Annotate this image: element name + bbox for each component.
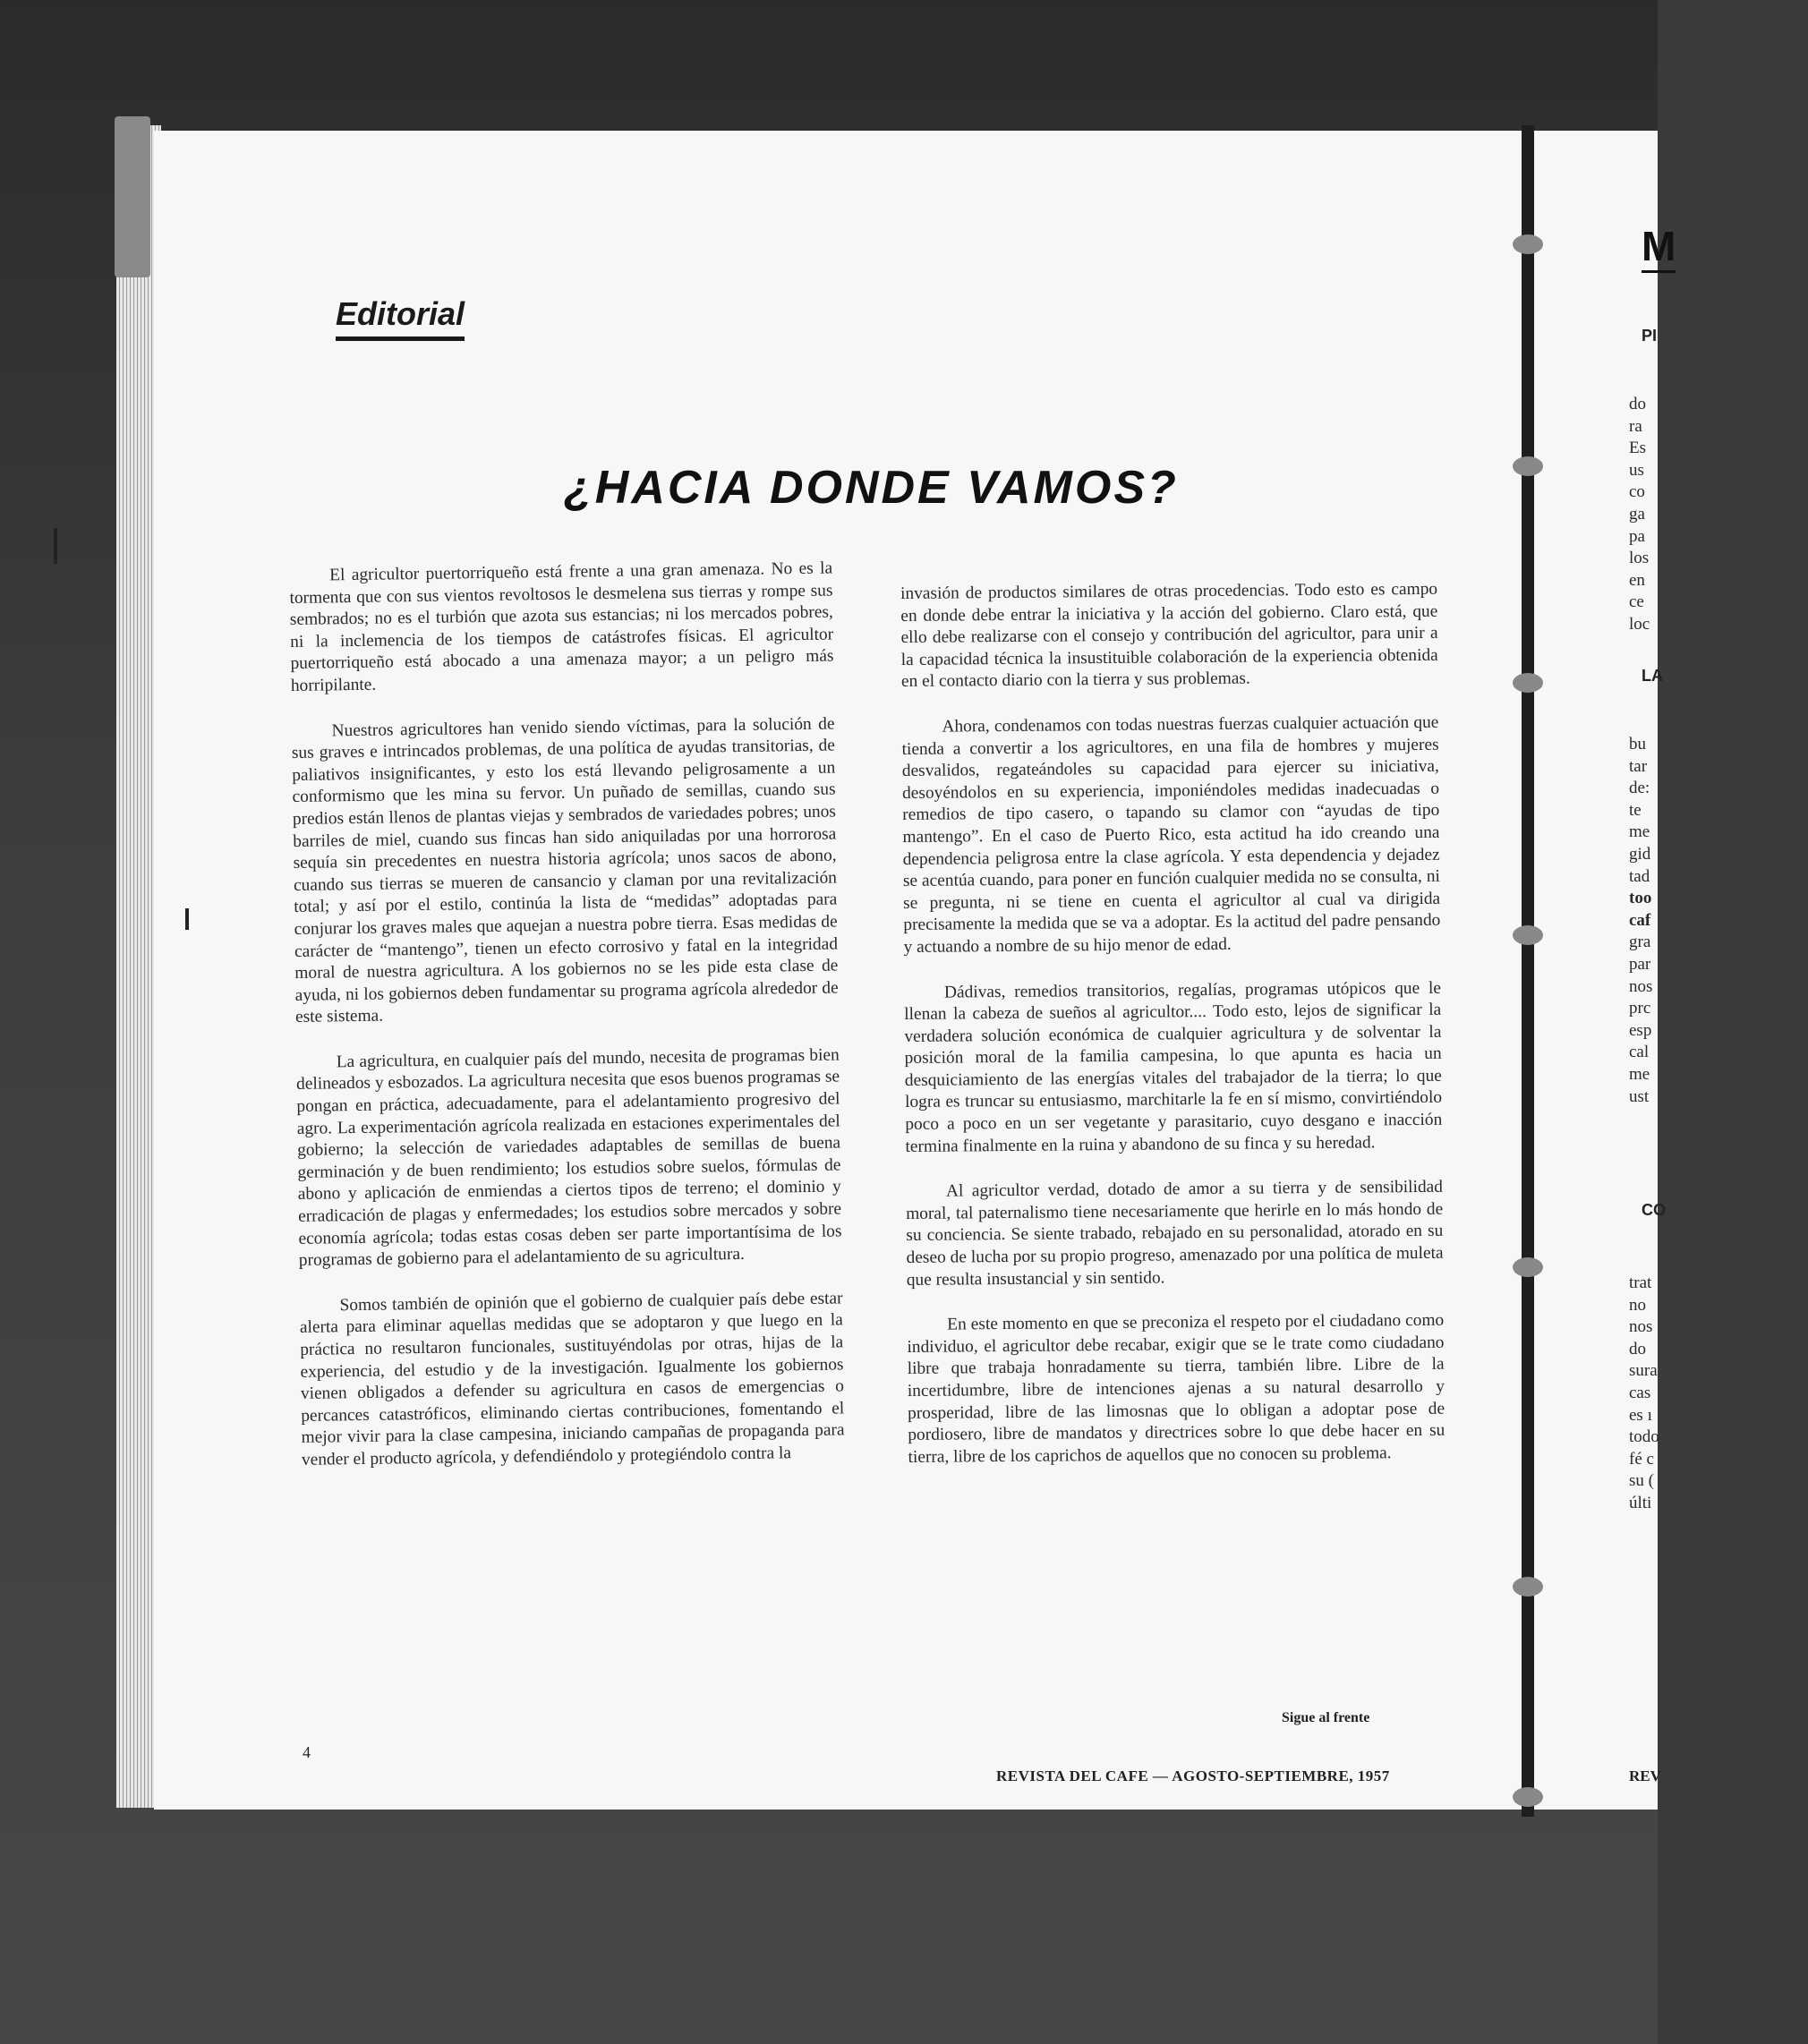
- paragraph: Al agricultor verdad, dotado de amor a su tierra y de sensibilidad moral, tal paternalismo tiene necesariamente que herirle en lo más hondo de su conciencia. Se siente trabado, rebajado en su personalidad, atorado en su deseo de lucha por su propio progreso, amenazado por una política de muleta que resulta insustancial y sin sentido.: [906, 1177, 1444, 1290]
- line-fragment: su (: [1629, 1471, 1654, 1491]
- line-fragment: últi: [1629, 1493, 1652, 1512]
- line-fragment: esp: [1629, 1020, 1652, 1040]
- margin-mark: [185, 908, 189, 930]
- binder-ring: [1513, 1787, 1543, 1807]
- line-fragment: me: [1629, 1064, 1650, 1084]
- headline: ¿HACIA DONDE VAMOS?: [564, 462, 1179, 514]
- left-text-column: [289, 558, 845, 1495]
- right-page-heading: CO: [1642, 1201, 1666, 1219]
- line-fragment: en: [1629, 570, 1645, 590]
- line-fragment: us: [1629, 460, 1644, 480]
- right-page-lines: [1629, 734, 1808, 1108]
- line-fragment: los: [1629, 549, 1650, 568]
- binder-ring: [1513, 1577, 1543, 1597]
- line-fragment: me: [1629, 822, 1650, 842]
- line-fragment: ga: [1629, 504, 1645, 524]
- paragraph: Dádivas, remedios transitorios, regalías, programas utópicos que le llenan la cabeza de sueños al agricultor.... Todo esto, lejos de significar la verdadera solución económica de cualquier agricultura y de solventar la posición moral de la familia campesina, lo que apunta es hacia un desquiciamiento de las energías vitales del trabajador de la tierra; lo que logra es truncar su entusiasmo, marchitarle la fe en sí mismo, convirtiéndolo poco a poco en un ser vegetante y parasitario, cuyo desgano e inacción termina finalmente en la ruina y abandono de su finca y su heredad.: [904, 978, 1443, 1156]
- line-fragment: trat: [1629, 1273, 1652, 1292]
- line-fragment: pa: [1629, 526, 1645, 546]
- binder-ring: [1513, 1257, 1543, 1277]
- binder-ring: [1513, 925, 1543, 945]
- line-fragment: sura: [1629, 1361, 1658, 1381]
- right-page-lines: [1629, 394, 1808, 636]
- line-fragment: no: [1629, 1295, 1646, 1315]
- line-fragment: nos: [1629, 976, 1653, 996]
- line-fragment: co: [1629, 482, 1645, 502]
- line-fragment: tar: [1629, 756, 1648, 776]
- line-fragment: tad: [1629, 866, 1650, 886]
- right-page-heading: PI: [1642, 327, 1658, 345]
- paragraph: Somos también de opinión que el gobierno de cualquier país debe estar alerta para eliminar aquellas medidas que se adoptaron y que luego en la práctica no resultaron funcionales, sustituyéndolas por otras, hijas de la experiencia, del estudio y de la investigación. Igualmente los gobiernos vienen obligados a defender su agricultura en casos de emergencias o percances catastróficos, eliminando ciertas contribuciones, fomentando el mejor vivir para la clase campesina, iniciando campañas de propaganda para vender el producto agrícola, y defendiéndolo y protegiéndolo contra la: [299, 1289, 845, 1469]
- binder-ring: [1513, 456, 1543, 476]
- paragraph: La agricultura, en cualquier país del mundo, necesita de programas bien delineados y esbozados. La agricultura necesita que esos buenos programas se pongan en práctica, adecuadamente, para el adelantamiento progresivo del agro. La experimentación agrícola realizada en estaciones experimentales del gobierno; la selección de variedades adaptables de semillas de buena germinación y de buen rendimiento; los estudios sobre suelos, fórmulas de abono y aplicación de enmiendas a ciertos tipos de terreno; el dominio y erradicación de plagas y enfermedades; los estudios sobre mercados y sobre economía agrícola; todas estas cosas deben ser parte importantísima de los programas de gobierno para el adelantamiento de su agricultura.: [295, 1045, 842, 1271]
- page-number: 4: [303, 1743, 311, 1761]
- line-fragment: Es: [1629, 439, 1646, 458]
- margin-mark: [54, 528, 57, 564]
- continued-note: Sigue al frente: [1282, 1710, 1370, 1725]
- line-fragment: fé c: [1629, 1449, 1654, 1469]
- right-page-title-fragment: M: [1642, 222, 1676, 273]
- paragraph: En este momento en que se preconiza el respeto por el ciudadano como individuo, el agricultor debe recabar, exigir que se le trate como ciudadano libre que trabaja honradamente su tierra, también libre. Libre de la incertidumbre, libre de intenciones ajenas a su natural desarrollo y prosperidad, libre de las limosnas que lo obligan a adoptar pose de pordiosero, libre de mandatos y directrices sobre lo que debe hacer en su tierra, libre de los caprichos de aquellos que no conocen su problema.: [907, 1310, 1446, 1467]
- right-page-heading: LA: [1642, 667, 1663, 685]
- line-fragment: cal: [1629, 1043, 1650, 1062]
- line-fragment: too: [1629, 889, 1652, 908]
- line-fragment: es ı: [1629, 1405, 1652, 1425]
- line-fragment: prc: [1629, 999, 1651, 1018]
- right-text-column: [900, 579, 1446, 1493]
- right-page-lines: [1629, 1273, 1808, 1515]
- line-fragment: cas: [1629, 1383, 1651, 1402]
- line-fragment: par: [1629, 954, 1651, 974]
- section-label: Editorial: [336, 295, 465, 341]
- paragraph: Nuestros agricultores han venido siendo víctimas, para la solución de sus graves e intrincados problemas, de una política de ayudas transitorias, de paliativos insignificantes, y esto los está llevando peligrosamente a un conformismo que les mina su fervor. Un puñado de semillas, cuando sus predios están llenos de plantas viejas y sembrados de variedades pobres; unos barriles de miel, cuando sus fincas han sido aniquiladas por una horrorosa sequía sin precedentes en nuestra historia agrícola; unos sacos de abono, cuando sus tierras se mueren de cansancio y claman por una revitalización total; y así por el estilo, continúa la lista de “medidas” adoptadas para conjurar los graves males que aquejan a nuestra pobre tierra. Esas medidas de carácter de “mantengo”, tienen un efecto corrosivo y fatal en la integridad moral de nuestra agricultura. A los gobiernos no se les pide esta clase de ayuda, ni los gobiernos deben fundamentar su programa agrícola alrededor de este sistema.: [291, 714, 839, 1027]
- right-page-footer-fragment: REV: [1629, 1767, 1661, 1784]
- paragraph: El agricultor puertorriqueño está frente a una gran amenaza. No es la tormenta que con sus vientos revoltosos le desmelena sus tierras y rompe sus sembrados; no es el turbión que azota sus estancias; ni los mercados pobres, ni la inclemencia de los tiempos de catástrofes físicas. El agricultor puertorriqueño está abocado a una amenaza mayor; a un peligro más horripilante.: [289, 558, 834, 695]
- line-fragment: caf: [1629, 910, 1651, 930]
- line-fragment: nos: [1629, 1317, 1653, 1337]
- line-fragment: do: [1629, 1339, 1646, 1358]
- line-fragment: todo: [1629, 1427, 1659, 1447]
- line-fragment: do: [1629, 395, 1646, 413]
- paragraph: invasión de productos similares de otras procedencias. Todo esto es campo en donde debe entrar la iniciativa y la acción del gobierno. Claro está, que ello debe realizarse con el consejo y contribución del agricultor, para unir a la capacidad técnica la insustituible colaboración de la experiencia obtenida en el contacto diario con la tierra y sus problemas.: [900, 579, 1438, 692]
- line-fragment: de:: [1629, 779, 1650, 798]
- line-fragment: te: [1629, 800, 1642, 820]
- line-fragment: loc: [1629, 614, 1650, 634]
- line-fragment: ust: [1629, 1086, 1650, 1106]
- binder-ring: [1513, 234, 1543, 254]
- paragraph: Ahora, condenamos con todas nuestras fuerzas cualquier actuación que tienda a convertir a los agricultores, en una fila de hombres y mujeres desvalidos, regateándoles su capacidad para ejercer su iniciativa, desoyéndolos en su experiencia, imponiéndoles medidas inadecuadas o remedios de tipo casero, o tapando su clamor con “ayudas de tipo mantengo”. En el caso de Puerto Rico, esta actitud ha ido creando una dependencia peligrosa entre la clase agrícola. Y esta dependencia y dejadez se acentúa cuando, para poner en función cualquier medida no se consulta, ni se pregunta, ni se tiene en cuenta el agricultor al cual va dirigida precisamente la medida que se va a adoptar. Es la actitud del padre pensando y actuando a nombre de su hijo menor de edad.: [901, 712, 1441, 957]
- book-gutter: [1522, 125, 1534, 1817]
- line-fragment: gra: [1629, 933, 1651, 952]
- binder-clip: [115, 116, 150, 277]
- binder-ring: [1513, 673, 1543, 693]
- line-fragment: gid: [1629, 844, 1651, 864]
- line-fragment: ra: [1629, 416, 1642, 436]
- running-footer: REVISTA DEL CAFE — AGOSTO-SEPTIEMBRE, 1957: [996, 1767, 1390, 1784]
- line-fragment: bu: [1629, 735, 1646, 754]
- line-fragment: ce: [1629, 592, 1644, 612]
